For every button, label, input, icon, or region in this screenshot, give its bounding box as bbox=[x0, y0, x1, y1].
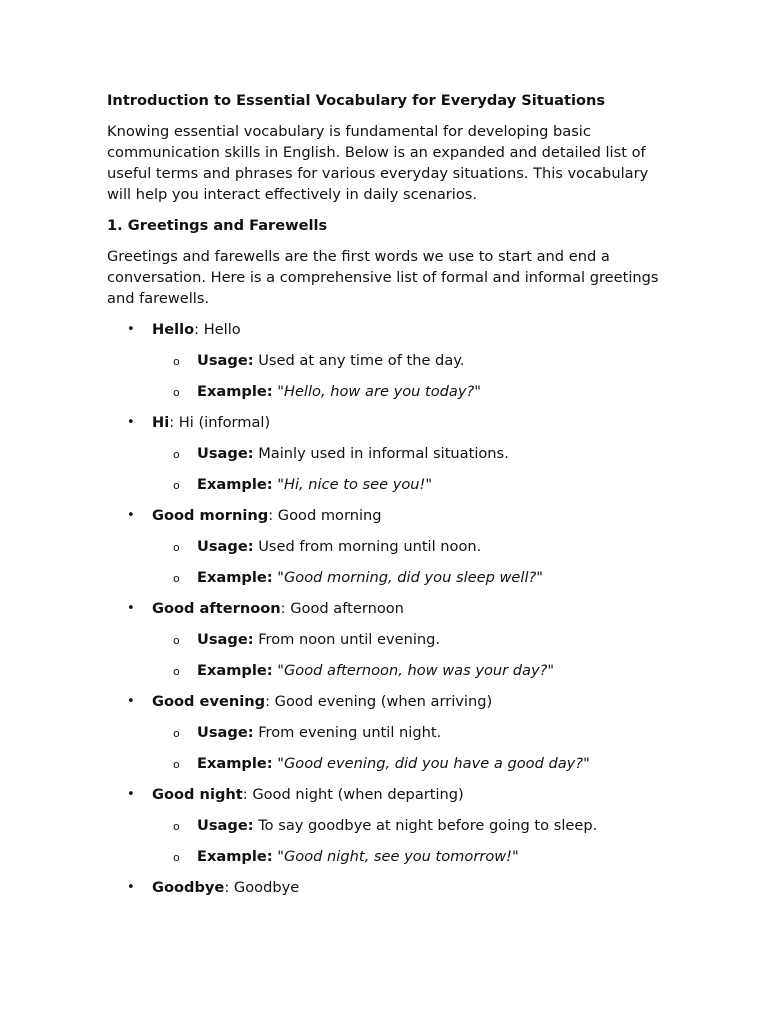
usage-label: Usage: bbox=[197, 817, 254, 834]
example-text: Good night, see you tomorrow! bbox=[283, 848, 513, 865]
list-item bbox=[107, 784, 667, 867]
term-details bbox=[152, 350, 667, 402]
example-item bbox=[152, 381, 667, 402]
example-label: Example: bbox=[197, 476, 273, 493]
term-details bbox=[152, 629, 667, 681]
open-quote: " bbox=[277, 476, 284, 493]
term-word: Good night bbox=[152, 786, 243, 803]
usage-item bbox=[152, 350, 667, 371]
term-details bbox=[152, 443, 667, 495]
usage-item bbox=[152, 443, 667, 464]
close-quote: " bbox=[474, 383, 481, 400]
term-word: Good morning bbox=[152, 507, 269, 524]
usage-item bbox=[152, 722, 667, 743]
example-label: Example: bbox=[197, 662, 273, 679]
term-meaning: : Good afternoon bbox=[280, 600, 404, 617]
example-label: Example: bbox=[197, 383, 273, 400]
example-text: Hello, how are you today? bbox=[283, 383, 475, 400]
usage-text: To say goodbye at night before going to sleep. bbox=[258, 817, 598, 834]
document-title: Introduction to Essential Vocabulary for Everyday Situations bbox=[107, 92, 606, 109]
example-label: Example: bbox=[197, 755, 273, 772]
usage-text: Used from morning until noon. bbox=[258, 538, 482, 555]
example-item bbox=[152, 474, 667, 495]
list-item bbox=[107, 598, 667, 681]
open-quote: " bbox=[277, 569, 284, 586]
vocabulary-list bbox=[107, 319, 667, 898]
example-item bbox=[152, 846, 667, 867]
term-word: Good afternoon bbox=[152, 600, 281, 617]
term-meaning: : Hi (informal) bbox=[169, 414, 271, 431]
document-page bbox=[107, 90, 667, 908]
close-quote: " bbox=[536, 569, 543, 586]
open-quote: " bbox=[277, 662, 284, 679]
usage-text: Mainly used in informal situations. bbox=[258, 445, 509, 462]
usage-label: Usage: bbox=[197, 631, 254, 648]
term-meaning: : Good evening (when arriving) bbox=[265, 693, 493, 710]
term-word: Hello bbox=[152, 321, 195, 338]
open-quote: " bbox=[277, 383, 284, 400]
usage-label: Usage: bbox=[197, 724, 254, 741]
list-item bbox=[107, 505, 667, 588]
example-label: Example: bbox=[197, 848, 273, 865]
usage-label: Usage: bbox=[197, 445, 254, 462]
term-details bbox=[152, 722, 667, 774]
term-details bbox=[152, 815, 667, 867]
close-quote: " bbox=[512, 848, 519, 865]
close-quote: " bbox=[583, 755, 590, 772]
example-text: Good morning, did you sleep well? bbox=[283, 569, 537, 586]
usage-text: From evening until night. bbox=[258, 724, 442, 741]
term-word: Good evening bbox=[152, 693, 266, 710]
term-meaning: : Goodbye bbox=[224, 879, 300, 896]
section-heading: 1. Greetings and Farewells bbox=[107, 217, 328, 234]
example-label: Example: bbox=[197, 569, 273, 586]
term-meaning: : Good night (when departing) bbox=[242, 786, 464, 803]
close-quote: " bbox=[425, 476, 433, 493]
example-text: Good evening, did you have a good day? bbox=[283, 755, 584, 772]
example-item bbox=[152, 660, 667, 681]
usage-item bbox=[152, 629, 667, 650]
usage-item bbox=[152, 815, 667, 836]
example-text: Good afternoon, how was your day? bbox=[283, 662, 548, 679]
usage-item bbox=[152, 536, 667, 557]
example-text: Hi, nice to see you! bbox=[283, 476, 426, 493]
section-description: Greetings and farewells are the first words we use to start and end a conversation. Here is a comprehensive list of formal and informal greetings and farewells. bbox=[107, 248, 659, 307]
open-quote: " bbox=[277, 848, 284, 865]
term-word: Hi bbox=[152, 414, 170, 431]
term-details bbox=[152, 536, 667, 588]
term-meaning: : Good morning bbox=[268, 507, 382, 524]
example-item bbox=[152, 753, 667, 774]
list-item bbox=[107, 412, 667, 495]
usage-text: From noon until evening. bbox=[258, 631, 441, 648]
list-item bbox=[107, 691, 667, 774]
usage-label: Usage: bbox=[197, 538, 254, 555]
usage-text: Used at any time of the day. bbox=[258, 352, 465, 369]
term-word: Goodbye bbox=[152, 879, 225, 896]
list-item bbox=[107, 877, 667, 898]
intro-paragraph: Knowing essential vocabulary is fundamental for developing basic communication skills in English. Below is an expanded and detailed list of useful terms and phrases for various everyday situations. This vocabulary will help you interact effectively in daily scenarios. bbox=[107, 123, 649, 203]
term-meaning: : Hello bbox=[194, 321, 241, 338]
list-item bbox=[107, 319, 667, 402]
open-quote: " bbox=[277, 755, 284, 772]
close-quote: " bbox=[547, 662, 555, 679]
example-item bbox=[152, 567, 667, 588]
usage-label: Usage: bbox=[197, 352, 254, 369]
